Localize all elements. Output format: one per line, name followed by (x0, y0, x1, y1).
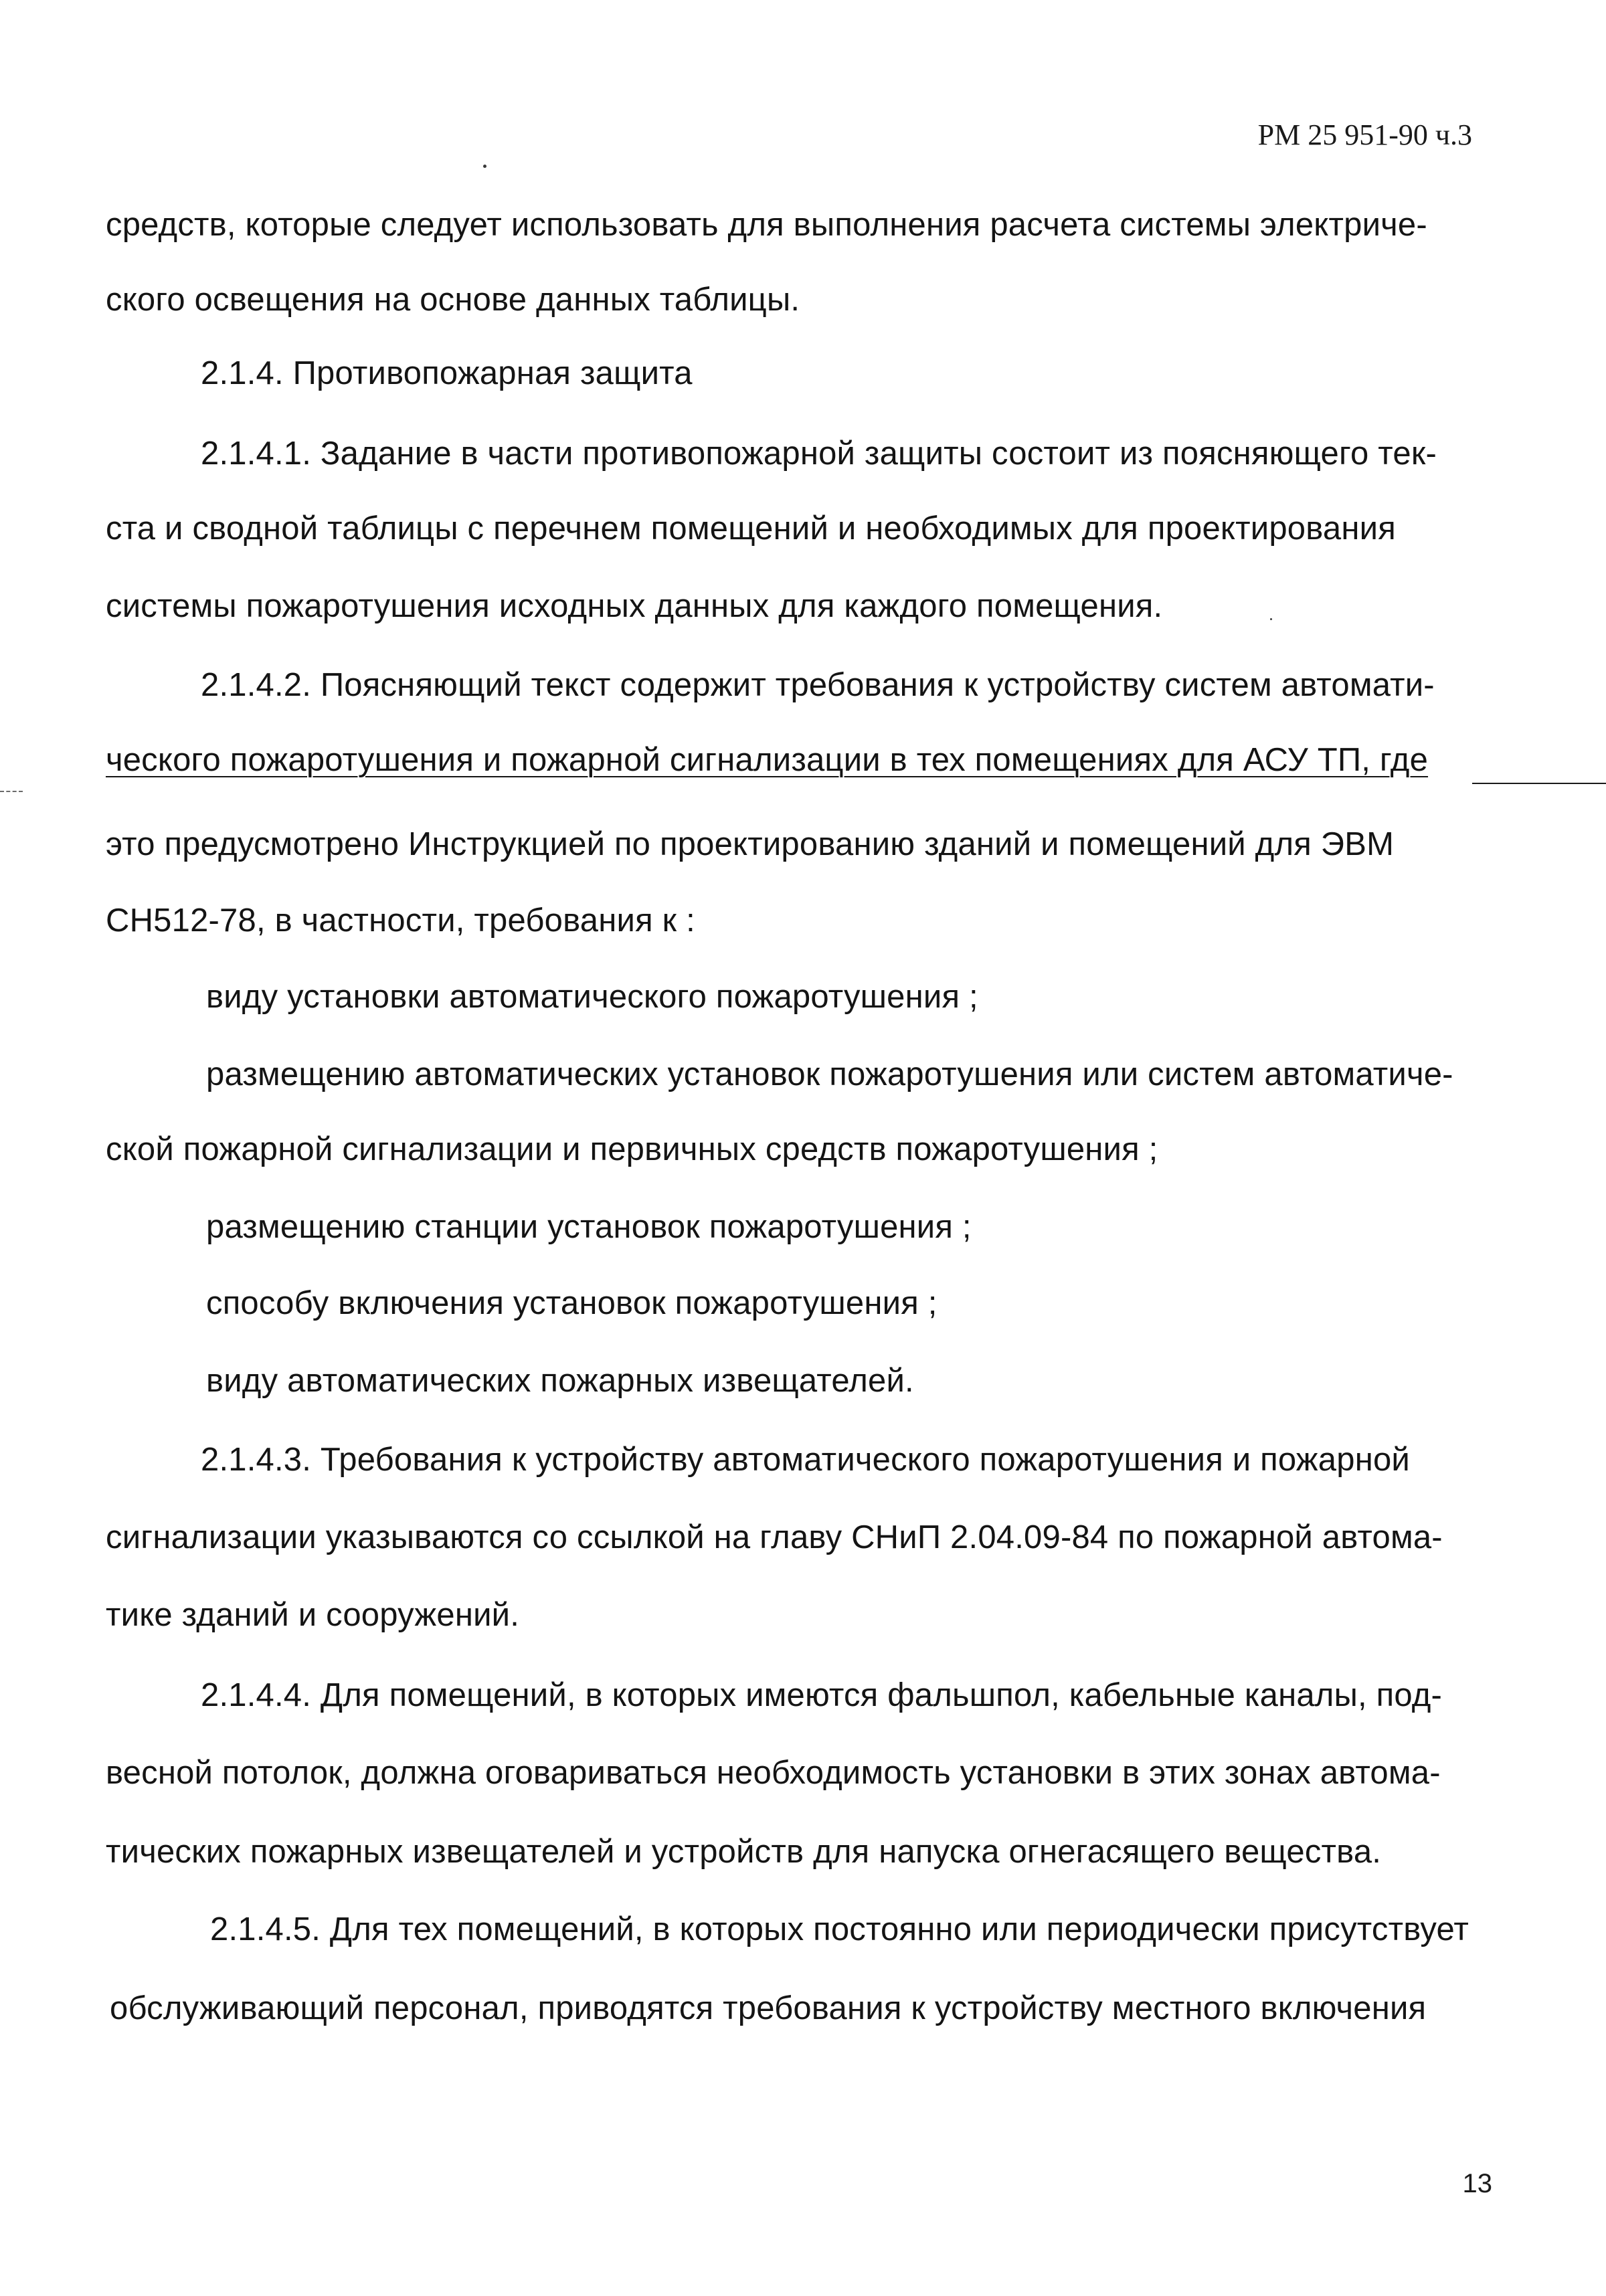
text-line: тических пожарных извещателей и устройств для напуска огнегасящего вещества. (106, 1834, 1382, 1870)
text-line: СН512-78, в частности, требования к : (106, 902, 695, 939)
text-line-underlined: ческого пожаротушения и пожарной сигнализации в тех помещениях для АСУ ТП, где (106, 742, 1429, 778)
text-line: 2.1.4.5. Для тех помещений, в которых постоянно или периодически присутствует (210, 1911, 1469, 1947)
text-line: средств, которые следует использовать для выполнения расчета системы электриче- (106, 207, 1427, 243)
text-line: 2.1.4.1. Задание в части противопожарной защиты состоит из поясняющего тек- (201, 436, 1437, 472)
list-item: размещению автоматических установок пожаротушения или систем автоматиче- (206, 1056, 1453, 1092)
list-item: способу включения установок пожаротушения ; (206, 1285, 938, 1321)
document-code: РМ 25 951-90 ч.3 (1257, 118, 1472, 151)
margin-rule (0, 791, 23, 792)
text-line: 2.1.4.3. Требования к устройству автоматического пожаротушения и пожарной (201, 1442, 1410, 1478)
text-line: тике зданий и сооружений. (106, 1597, 520, 1633)
text-line: системы пожаротушения исходных данных для каждого помещения. (106, 588, 1163, 624)
text-line: ского освещения на основе данных таблицы. (106, 282, 800, 318)
list-item: размещению станции установок пожаротушения ; (206, 1209, 972, 1245)
text-line: сигнализации указываются со ссылкой на главу СНиП 2.04.09-84 по пожарной автома- (106, 1519, 1443, 1555)
scan-speck (483, 165, 486, 168)
text-line: это предусмотрено Инструкцией по проектированию зданий и помещений для ЭВМ (106, 826, 1395, 862)
list-item: виду автоматических пожарных извещателей. (206, 1363, 914, 1399)
list-item: виду установки автоматического пожаротушения ; (206, 979, 978, 1015)
text-line: 2.1.4.4. Для помещений, в которых имеются фальшпол, кабельные каналы, под- (201, 1677, 1443, 1713)
text-line: ской пожарной сигнализации и первичных средств пожаротушения ; (106, 1131, 1158, 1167)
section-heading: 2.1.4. Противопожарная защита (201, 355, 693, 391)
scan-speck (1270, 618, 1272, 620)
text-line: весной потолок, должна оговариваться необходимость установки в этих зонах автома- (106, 1755, 1441, 1791)
text-line: ста и сводной таблицы с перечнем помещений и необходимых для проектирования (106, 510, 1396, 547)
page-number: 13 (1462, 2169, 1492, 2198)
text-line: обслуживающий персонал, приводятся требования к устройству местного включения (110, 1990, 1427, 2026)
text-line: 2.1.4.2. Поясняющий текст содержит требования к устройству систем автомати- (201, 667, 1435, 703)
margin-rule (1472, 783, 1606, 784)
